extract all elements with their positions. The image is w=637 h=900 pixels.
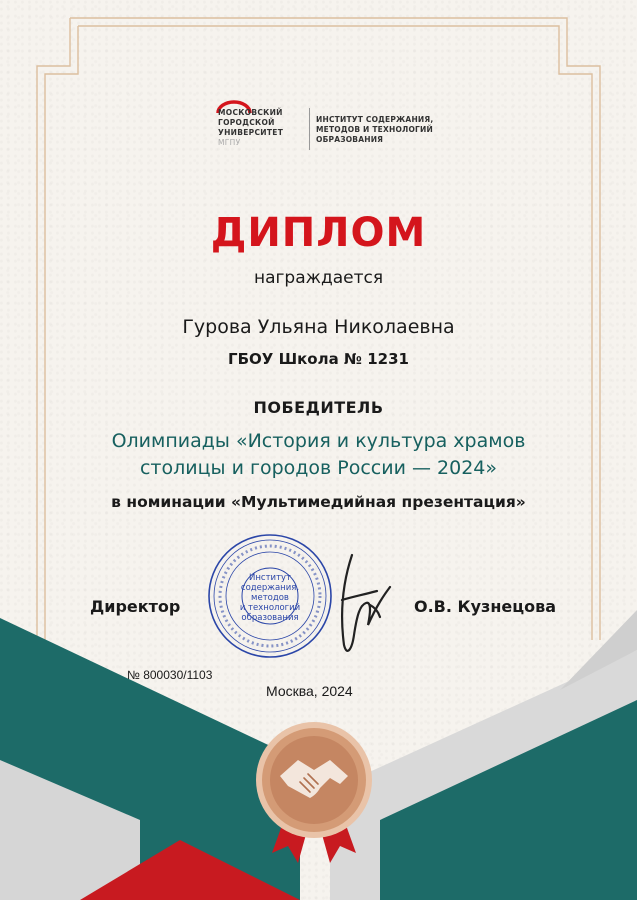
stamp-line: Институт <box>249 573 291 583</box>
bronze-medal-icon <box>252 718 376 868</box>
stamp-line: и технологий <box>239 603 301 613</box>
stamp-line: содержания, <box>240 583 300 593</box>
olympiad-line-2: столицы и городов России — 2024» <box>139 457 497 479</box>
director-name: О.В. Кузнецова <box>414 597 557 616</box>
official-stamp <box>206 532 334 660</box>
city-year: Москва, 2024 <box>266 683 353 699</box>
logo-line: ИНСТИТУТ СОДЕРЖАНИЯ, <box>316 115 434 124</box>
winner-status: ПОБЕДИТЕЛЬ <box>253 398 384 417</box>
stamp-line: образования <box>241 613 299 623</box>
logo-line: ГОРОДСКОЙ <box>218 118 275 127</box>
stamp-line: методов <box>251 593 289 603</box>
logo-line: МОСКОВСКИЙ <box>218 108 283 117</box>
logo-line: УНИВЕРСИТЕТ <box>218 128 284 137</box>
logo-short: МГПУ <box>218 138 241 147</box>
logo-line: МЕТОДОВ И ТЕХНОЛОГИЙ <box>316 125 433 134</box>
diploma-number: № 800030/1103 <box>127 668 213 682</box>
handwritten-signature <box>322 545 402 665</box>
director-label: Директор <box>90 597 181 616</box>
awarded-text: награждается <box>253 268 384 288</box>
recipient-name: Гурова Ульяна Николаевна <box>182 316 455 338</box>
diploma-title: ДИПЛОМ <box>210 210 427 256</box>
logo-line: ОБРАЗОВАНИЯ <box>316 135 384 144</box>
school-name: ГБОУ Школа № 1231 <box>228 350 409 368</box>
nomination-text: в номинации «Мультимедийная презентация» <box>111 493 526 511</box>
olympiad-line-1: Олимпиады «История и культура храмов <box>111 430 526 452</box>
